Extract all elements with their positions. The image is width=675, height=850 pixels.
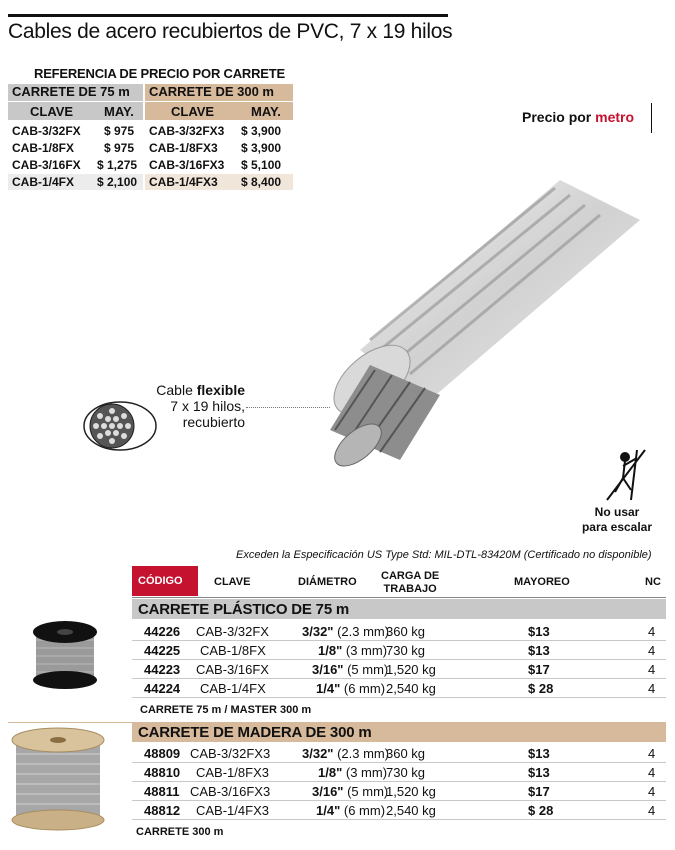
cell-codigo: 44224 (144, 681, 181, 696)
callout-line3: recubierto (182, 414, 245, 430)
price-per-meter-note (522, 109, 634, 125)
table-row (132, 641, 666, 660)
cell-carga: 360 kg (386, 624, 426, 639)
ref-clave: CAB-3/16FX (12, 158, 81, 172)
header-mayoreo: MAYOREO (514, 576, 570, 588)
header-codigo (132, 566, 198, 596)
reference-subheader-75 (8, 102, 143, 120)
cell-codigo: 44223 (144, 662, 181, 677)
header-nc: NC (645, 576, 661, 588)
cell-carga: 2,540 kg (386, 681, 436, 696)
title-rule (8, 14, 448, 17)
header-carga-line2: TRABAJO (383, 583, 437, 595)
reference-row-300 (145, 174, 293, 190)
diam-inch: 3/32" (302, 624, 334, 639)
section-footer: CARRETE 75 m / MASTER 300 m (140, 704, 312, 716)
reference-header-75: CARRETE DE 75 m (8, 84, 143, 101)
reference-row-75 (8, 157, 143, 173)
table-row (132, 801, 666, 820)
cell-mayoreo: $13 (528, 624, 550, 639)
col-clave-label: CLAVE (30, 104, 74, 119)
price-note-bar (651, 103, 652, 133)
cell-diametro (316, 803, 385, 818)
cell-carga: 2,540 kg (386, 803, 436, 818)
cell-codigo: 48809 (144, 746, 181, 761)
cell-mayoreo: $13 (528, 765, 550, 780)
callout-bold: flexible (196, 382, 245, 398)
cable-image (300, 180, 670, 480)
ref-price: $ 5,100 (241, 158, 282, 172)
cell-nc: 4 (648, 643, 656, 658)
cell-clave: CAB-1/4FX (200, 681, 266, 696)
price-note-prefix: Precio por (522, 109, 596, 125)
cell-diametro (302, 746, 389, 761)
diam-inch: 1/8" (318, 765, 343, 780)
col-may-label: MAY. (251, 104, 281, 119)
cell-mayoreo: $13 (528, 643, 550, 658)
diam-mm: (3 mm) (345, 765, 388, 780)
ref-clave: CAB-1/4FX (12, 175, 75, 189)
cell-clave: CAB-3/32FX (196, 624, 269, 639)
callout-leader-line (246, 407, 330, 408)
header-codigo-label: CÓDIGO (138, 575, 183, 587)
ref-clave: CAB-1/8FX (12, 141, 75, 155)
diam-mm: (5 mm) (347, 662, 389, 677)
cell-codigo: 48811 (144, 784, 180, 799)
cable-cross-section-icon (82, 400, 158, 452)
col-clave-label: CLAVE (171, 104, 215, 119)
diam-mm: (2.3 mm) (337, 624, 390, 639)
wooden-spool-image (8, 724, 108, 832)
cell-carga: 730 kg (386, 765, 426, 780)
cell-mayoreo: $17 (528, 784, 550, 799)
ref-price: $ 975 (104, 124, 135, 138)
reference-row-300 (145, 123, 293, 139)
cell-codigo: 44225 (144, 643, 181, 658)
cell-clave: CAB-1/4FX3 (196, 803, 269, 818)
cell-nc: 4 (648, 681, 656, 696)
ref-clave: CAB-1/4FX3 (149, 175, 218, 189)
table-row (132, 622, 666, 641)
price-note-highlight: metro (595, 109, 635, 125)
warning-line2: para escalar (581, 520, 653, 534)
wood-band-line (8, 722, 132, 723)
specification-note: Exceden la Especificación US Type Std: MIL-DTL-83420M (Certificado no disponible) (236, 549, 652, 561)
plastic-spool-image (30, 618, 100, 690)
section-title: CARRETE DE MADERA DE 300 m (138, 724, 372, 741)
table-row (132, 660, 666, 679)
cell-clave: CAB-3/32FX3 (190, 746, 271, 761)
reference-subheader-300 (145, 102, 293, 120)
diam-mm: (2.3 mm) (337, 746, 390, 761)
reference-row-300 (145, 157, 293, 173)
cell-mayoreo: $17 (528, 662, 550, 677)
section-footer: CARRETE 300 m (136, 826, 224, 838)
cell-nc: 4 (648, 803, 656, 818)
cell-nc: 4 (648, 624, 656, 639)
cell-clave: CAB-3/16FX (196, 662, 269, 677)
diam-inch: 1/4" (316, 803, 341, 818)
diam-mm: (6 mm) (343, 803, 386, 818)
table-row (132, 744, 666, 763)
cell-nc: 4 (648, 746, 656, 761)
diam-inch: 3/16" (312, 662, 344, 677)
reference-row-75 (8, 140, 143, 156)
diam-inch: 1/4" (316, 681, 341, 696)
cell-carga: 1,520 kg (386, 662, 436, 677)
table-row (132, 782, 666, 801)
cell-carga: 360 kg (386, 746, 426, 761)
cell-mayoreo: $ 28 (528, 681, 554, 696)
cell-diametro (312, 784, 388, 799)
diam-mm: (5 mm) (347, 784, 389, 799)
cell-nc: 4 (648, 765, 656, 780)
cell-diametro (316, 681, 385, 696)
header-carga (381, 570, 439, 596)
reference-header-300: CARRETE DE 300 m (145, 84, 293, 101)
cell-codigo: 48812 (144, 803, 181, 818)
header-carga-line1: CARGA DE (381, 570, 440, 582)
reference-title: REFERENCIA DE PRECIO POR CARRETE (34, 66, 285, 81)
header-rule (132, 597, 666, 598)
cell-mayoreo: $13 (528, 746, 550, 761)
cell-clave: CAB-1/8FX (200, 643, 266, 658)
header-diametro: DIÁMETRO (298, 576, 357, 588)
cell-carga: 1,520 kg (386, 784, 436, 799)
ref-clave: CAB-3/16FX3 (149, 158, 225, 172)
cell-carga: 730 kg (386, 643, 426, 658)
cell-diametro (302, 624, 389, 639)
cell-diametro (318, 765, 387, 780)
section-wooden-spool (132, 722, 666, 742)
reference-divider (143, 84, 145, 191)
cell-nc: 4 (648, 784, 656, 799)
ref-price: $ 2,100 (97, 175, 138, 189)
no-climbing-warning (575, 505, 659, 535)
reference-row-300 (145, 140, 293, 156)
reference-row-75 (8, 174, 143, 190)
ref-price: $ 8,400 (241, 175, 282, 189)
diam-mm: (3 mm) (345, 643, 388, 658)
ref-price: $ 3,900 (241, 141, 282, 155)
header-clave: CLAVE (214, 576, 251, 588)
diam-inch: 1/8" (318, 643, 343, 658)
warning-line1: No usar (594, 505, 640, 519)
cell-codigo: 48810 (144, 765, 181, 780)
cell-codigo: 44226 (144, 624, 181, 639)
diam-mm: (6 mm) (343, 681, 386, 696)
section-plastic-spool (132, 599, 666, 619)
ref-clave: CAB-3/32FX (12, 124, 81, 138)
cable-callout (155, 382, 245, 430)
cell-nc: 4 (648, 662, 656, 677)
diam-inch: 3/16" (312, 784, 344, 799)
cell-diametro (318, 643, 387, 658)
table-row (132, 763, 666, 782)
no-climbing-icon (603, 448, 647, 502)
cell-mayoreo: $ 28 (528, 803, 554, 818)
ref-price: $ 3,900 (241, 124, 282, 138)
cell-clave: CAB-3/16FX3 (190, 784, 271, 799)
cell-diametro (312, 662, 388, 677)
reference-row-75 (8, 123, 143, 139)
section-title: CARRETE PLÁSTICO DE 75 m (138, 601, 350, 618)
table-row (132, 679, 666, 698)
callout-line2: 7 x 19 hilos, (170, 398, 245, 414)
ref-clave: CAB-1/8FX3 (149, 141, 218, 155)
ref-price: $ 1,275 (97, 158, 138, 172)
col-may-label: MAY. (104, 104, 134, 119)
page-title: Cables de acero recubiertos de PVC, 7 x 19 hilos (8, 20, 453, 43)
callout-prefix: Cable (156, 382, 197, 398)
cell-clave: CAB-1/8FX3 (196, 765, 269, 780)
diam-inch: 3/32" (302, 746, 334, 761)
ref-price: $ 975 (104, 141, 135, 155)
ref-clave: CAB-3/32FX3 (149, 124, 225, 138)
